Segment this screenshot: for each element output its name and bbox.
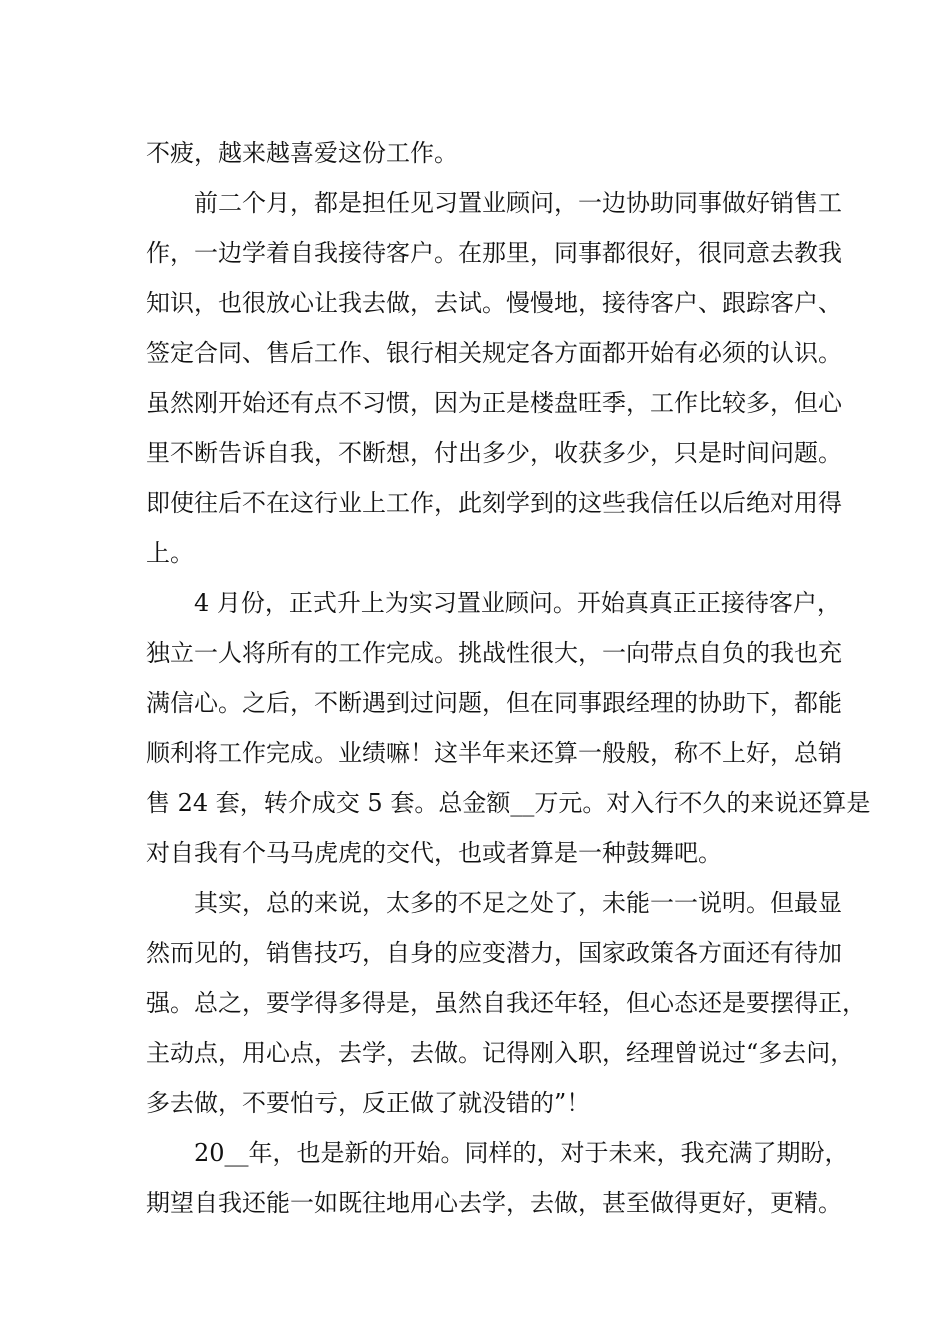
document-body	[146, 128, 871, 1228]
paragraph-5	[146, 1128, 849, 1228]
text-line: 不疲，越来越喜爱这份工作。	[146, 139, 458, 167]
paragraph-3	[146, 578, 871, 878]
text-line: 签定合同、售后工作、银行相关规定各方面都开始有必须的认识。	[146, 339, 842, 367]
text-line: 主动点，用心点，去学，去做。记得刚入职，经理曾说过“多去问，	[146, 1039, 855, 1067]
text-line: 顺利将工作完成。业绩嘛！这半年来还算一般般，称不上好，总销	[146, 739, 842, 767]
text-line: 满信心。之后，不断遇到过问题，但在同事跟经理的协助下，都能	[146, 689, 842, 717]
paragraph-2	[146, 178, 842, 578]
text-line: 4 月份，正式升上为实习置业顾问。开始真真正正接待客户，	[194, 589, 841, 617]
text-line: 上。	[146, 539, 194, 567]
text-line: 虽然刚开始还有点不习惯，因为正是楼盘旺季，工作比较多，但心	[146, 389, 842, 417]
text-line: 其实，总的来说，太多的不足之处了，未能一一说明。但最显	[194, 889, 842, 917]
text-line: 售 24 套，转介成交 5 套。总金额__万元。对入行不久的来说还算是	[146, 789, 871, 817]
text-line: 作，一边学着自我接待客户。在那里，同事都很好，很同意去教我	[146, 239, 842, 267]
text-line: 里不断告诉自我，不断想，付出多少，收获多少，只是时间问题。	[146, 439, 842, 467]
text-line: 独立一人将所有的工作完成。挑战性很大，一向带点自负的我也充	[146, 639, 842, 667]
text-line: 对自我有个马马虎虎的交代，也或者算是一种鼓舞吧。	[146, 839, 722, 867]
text-line: 前二个月，都是担任见习置业顾问，一边协助同事做好销售工	[194, 189, 842, 217]
text-line: 期望自我还能一如既往地用心去学，去做，甚至做得更好，更精。	[146, 1189, 842, 1217]
text-line: 即使往后不在这行业上工作，此刻学到的这些我信任以后绝对用得	[146, 489, 842, 517]
text-line: 知识，也很放心让我去做，去试。慢慢地，接待客户、跟踪客户、	[146, 289, 842, 317]
paragraph-1	[146, 128, 816, 178]
text-line: 然而见的，销售技巧，自身的应变潜力，国家政策各方面还有待加	[146, 939, 842, 967]
text-line: 多去做，不要怕亏，反正做了就没错的”！	[146, 1089, 591, 1117]
text-line: 强。总之，要学得多得是，虽然自我还年轻，但心态还是要摆得正，	[146, 989, 866, 1017]
paragraph-4	[146, 878, 866, 1128]
text-line: 20__年，也是新的开始。同样的，对于未来，我充满了期盼，	[194, 1139, 849, 1167]
